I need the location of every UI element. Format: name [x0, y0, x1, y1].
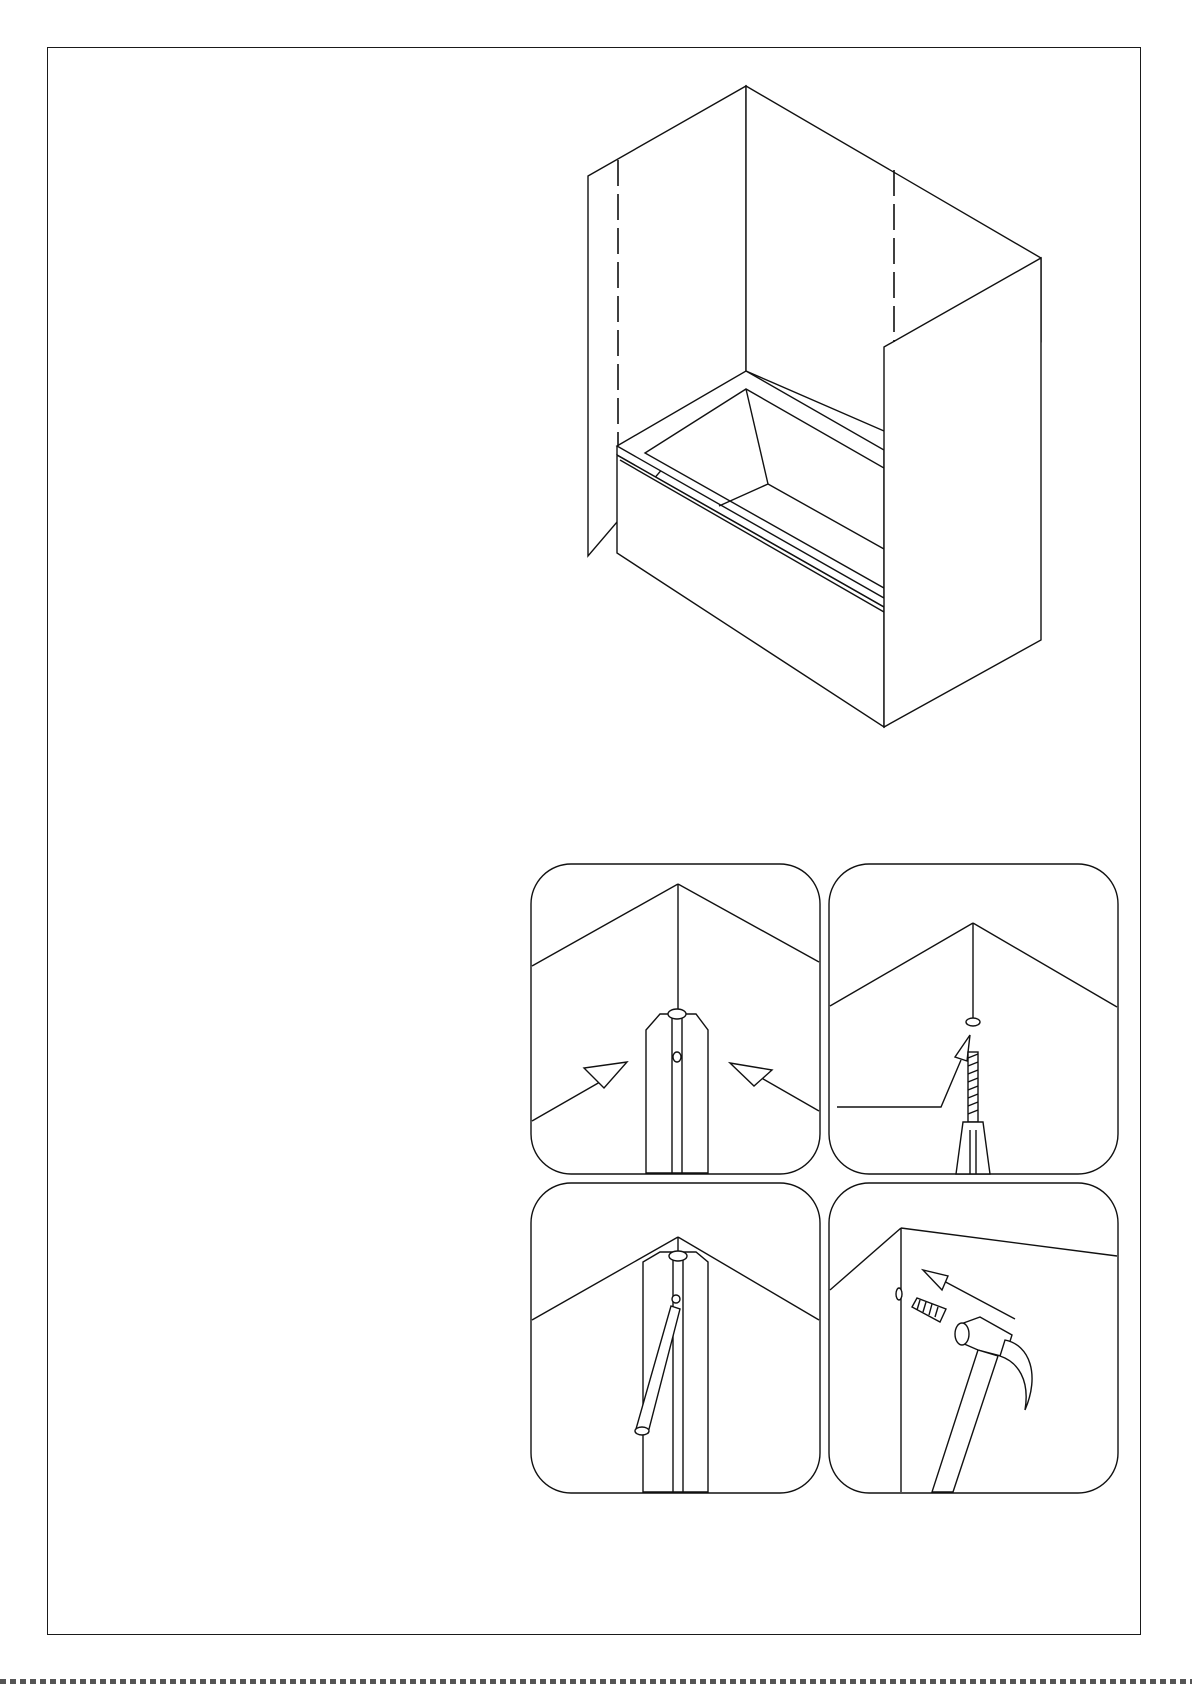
step-2-drill [829, 864, 1118, 1174]
wall-profile [646, 1014, 708, 1173]
step-3-mark [531, 1183, 820, 1493]
bathtub-overview-drawing [588, 86, 1041, 727]
step-1-profile-alignment [531, 864, 820, 1174]
step-4-hammer [829, 1183, 1118, 1493]
drill-hole [966, 1018, 980, 1026]
wall-hole [896, 1288, 902, 1300]
scan-edge [0, 1679, 1192, 1684]
